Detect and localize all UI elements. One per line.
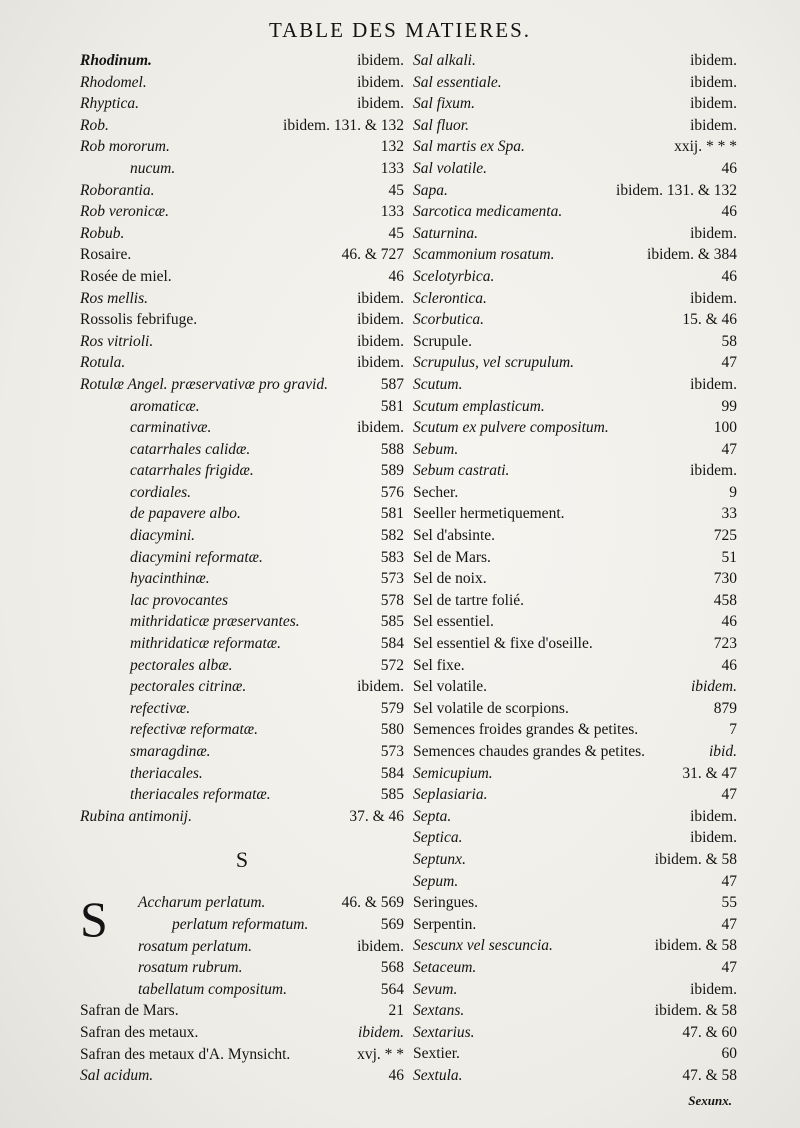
index-entry <box>80 784 404 806</box>
index-entry <box>80 806 404 828</box>
entry-term: Sarcotica medicamenta. <box>413 203 563 221</box>
entry-reference: 47 <box>721 958 737 976</box>
entry-term: Rob mororum. <box>80 138 170 156</box>
index-entry <box>413 741 737 763</box>
entry-reference: ibidem. <box>690 678 737 696</box>
entry-reference: 45 <box>388 181 404 199</box>
entry-reference: ibidem. <box>357 95 404 113</box>
index-entry <box>413 611 737 633</box>
entry-reference: ibid. <box>709 743 737 760</box>
entry-term: Safran des metaux. <box>80 1023 199 1041</box>
index-entry <box>80 763 404 785</box>
entry-reference: ibidem. <box>690 95 737 113</box>
entry-reference: 60 <box>721 1045 737 1063</box>
entry-term: Sel de noix. <box>413 570 487 588</box>
entry-reference: 458 <box>713 591 737 609</box>
entry-reference: xvj. * * <box>357 1045 404 1063</box>
entry-reference: 730 <box>713 570 737 588</box>
entry-term: cordiales. <box>130 483 191 501</box>
entry-term: Sel de Mars. <box>413 548 491 566</box>
entry-term: diacymini reformatæ. <box>130 548 263 566</box>
index-entry <box>80 439 404 461</box>
entry-reference: 7 <box>729 721 737 739</box>
entry-reference: 580 <box>380 721 404 739</box>
entry-reference: 573 <box>380 743 404 760</box>
index-entry <box>80 1000 404 1022</box>
index-entry <box>80 892 404 914</box>
entry-reference: 581 <box>380 505 404 523</box>
entry-term: catarrhales frigidæ. <box>130 462 254 480</box>
index-entry <box>413 676 737 698</box>
entry-term: Roborantia. <box>80 181 155 199</box>
index-entry <box>413 784 737 806</box>
entry-term: hyacinthinæ. <box>130 570 210 588</box>
index-entry <box>80 460 404 482</box>
entry-term: Sal martis ex Spa. <box>413 138 525 156</box>
entry-term: Scutum emplasticum. <box>413 397 545 415</box>
entry-term: lac provocantes <box>130 591 228 609</box>
entry-reference: ibidem. & 384 <box>647 246 737 264</box>
entry-term: Rubina antimonij. <box>80 807 192 825</box>
index-entry <box>413 460 737 482</box>
entry-term: Seplasiaria. <box>413 786 488 804</box>
entry-term: Rob. <box>80 116 109 134</box>
entry-reference: 33 <box>721 505 737 523</box>
entry-reference: ibidem. <box>357 937 404 955</box>
entry-reference: ibidem. <box>357 311 404 329</box>
entry-term: Septunx. <box>413 850 466 868</box>
entry-term: pectorales citrinæ. <box>130 678 247 696</box>
index-entry <box>80 568 404 590</box>
entry-term: Accharum perlatum. <box>138 894 266 912</box>
index-entry <box>413 482 737 504</box>
entry-term: Rob veronicæ. <box>80 203 169 221</box>
entry-reference: 572 <box>380 656 404 674</box>
entry-reference: 578 <box>380 591 404 609</box>
index-entry <box>413 979 737 1001</box>
index-entry <box>413 72 737 94</box>
entry-term: Seeller hermetiquement. <box>413 505 565 523</box>
page-header: TABLE DES MATIERES. <box>268 18 532 42</box>
entry-term: Sal essentiale. <box>413 73 502 91</box>
index-entry <box>80 223 404 245</box>
entry-term: Scelotyrbica. <box>413 267 495 285</box>
entry-reference: 585 <box>380 786 404 804</box>
index-entry <box>80 633 404 655</box>
index-entry <box>413 719 737 741</box>
entry-term: Scutum ex pulvere compositum. <box>413 419 609 437</box>
index-entry <box>80 331 404 353</box>
entry-reference: ibidem. <box>690 807 737 825</box>
entry-reference: 46. & 727 <box>341 246 404 264</box>
index-entry <box>80 244 404 266</box>
entry-reference: 584 <box>380 764 404 782</box>
entry-term: Secher. <box>413 483 459 501</box>
entry-reference: xxij. * * * <box>674 138 737 156</box>
entry-term: Sel volatile. <box>413 678 488 696</box>
entry-term: nucum. <box>130 159 176 177</box>
index-entry <box>80 1065 404 1087</box>
entry-reference: ibidem. <box>357 332 404 350</box>
index-entry <box>413 806 737 828</box>
index-entry <box>413 201 737 223</box>
index-entry <box>80 288 404 310</box>
entry-reference: ibidem. <box>690 224 737 242</box>
entry-term: Rotulæ Angel. præservativæ pro gravid. <box>80 375 328 393</box>
index-entry <box>80 655 404 677</box>
entry-term: Rotula. <box>80 354 126 372</box>
index-entry <box>413 1043 737 1065</box>
entry-reference: 46 <box>388 267 404 285</box>
index-entry <box>80 979 404 1001</box>
entry-term: Sal fixum. <box>413 95 475 113</box>
entry-term: Rossolis febrifuge. <box>80 311 198 329</box>
entry-reference: 564 <box>380 980 404 998</box>
entry-term: tabellatum compositum. <box>138 980 287 998</box>
entry-reference: 100 <box>713 419 737 437</box>
index-entry <box>413 136 737 158</box>
entry-reference: 55 <box>721 894 737 912</box>
entry-term: Sepum. <box>413 872 459 890</box>
index-entry <box>413 288 737 310</box>
entry-term: Semences froides grandes & petites. <box>413 721 639 739</box>
entry-reference: 47 <box>721 786 737 804</box>
entry-term: Sebum castrati. <box>413 462 510 480</box>
entry-reference: 47 <box>721 872 737 890</box>
index-entry <box>80 93 404 115</box>
entry-term: Scammonium rosatum. <box>413 246 555 264</box>
entry-reference: 15. & 46 <box>682 311 737 329</box>
entry-reference: 879 <box>713 699 737 717</box>
index-entry <box>413 50 737 72</box>
entry-term: carminativæ. <box>130 419 212 437</box>
index-entry <box>413 590 737 612</box>
entry-reference: 46. & 569 <box>341 894 404 912</box>
entry-term: Rhodomel. <box>80 73 147 91</box>
entry-reference: ibidem. <box>690 375 737 393</box>
entry-reference: ibidem. & 58 <box>654 937 737 955</box>
entry-term: Sapa. <box>413 181 448 199</box>
entry-term: Sal volatile. <box>413 159 488 177</box>
entry-term: theriacales reformatæ. <box>130 786 271 804</box>
entry-reference: 46 <box>388 1067 404 1085</box>
index-entry <box>80 201 404 223</box>
entry-term: Sextier. <box>413 1045 460 1063</box>
entry-term: Sebum. <box>413 440 459 458</box>
index-entry <box>80 266 404 288</box>
index-entry <box>80 180 404 202</box>
entry-reference: 47 <box>721 915 737 933</box>
entry-term: diacymini. <box>130 527 195 545</box>
entry-term: Ros mellis. <box>80 289 149 307</box>
entry-term: Sescunx vel sescuncia. <box>413 937 553 955</box>
entry-reference: 569 <box>380 915 404 933</box>
entry-term: Scrupule. <box>413 332 472 350</box>
entry-term: Rhodinum. <box>80 52 152 69</box>
index-entry <box>80 374 404 396</box>
index-entry <box>80 525 404 547</box>
index-entry <box>413 633 737 655</box>
entry-term: catarrhales calidæ. <box>130 440 251 458</box>
entry-reference: 579 <box>380 699 404 717</box>
index-entry <box>80 115 404 137</box>
entry-term: Sal acidum. <box>80 1067 154 1085</box>
entry-reference: 9 <box>729 483 737 501</box>
entry-term: Scutum. <box>413 375 463 393</box>
index-entry <box>80 936 404 958</box>
entry-term: aromaticæ. <box>130 397 200 415</box>
entry-term: Safran des metaux d'A. Mynsicht. <box>80 1045 291 1063</box>
entry-reference: ibidem. 131. & 132 <box>616 181 737 199</box>
entry-term: Rosaire. <box>80 246 132 264</box>
index-entry <box>80 396 404 418</box>
entry-reference: 589 <box>380 462 404 480</box>
index-entry <box>413 849 737 871</box>
entry-term: Sextarius. <box>413 1023 475 1041</box>
entry-reference: 47 <box>721 354 737 372</box>
index-entry <box>413 1065 737 1087</box>
entry-term: Scrupulus, vel scrupulum. <box>413 354 575 372</box>
entry-reference: 51 <box>721 548 737 566</box>
entry-reference: ibidem. <box>690 52 737 69</box>
left-column <box>80 50 404 1087</box>
entry-reference: ibidem. <box>357 354 404 372</box>
entry-term: perlatum reformatum. <box>172 915 309 933</box>
entry-term: Robub. <box>80 224 125 242</box>
entry-reference: 46 <box>721 267 737 285</box>
index-entry <box>413 763 737 785</box>
entry-reference: 46 <box>721 613 737 631</box>
entry-reference: ibidem. & 58 <box>654 1002 737 1020</box>
index-entry <box>413 417 737 439</box>
index-entry <box>80 547 404 569</box>
index-entry <box>80 1044 404 1066</box>
catchword: Sexunx. <box>688 1093 732 1108</box>
index-entry <box>413 547 737 569</box>
entry-term: Sal alkali. <box>413 52 476 69</box>
entry-reference: 46 <box>721 656 737 674</box>
index-entry <box>413 180 737 202</box>
entry-reference: ibidem. <box>690 289 737 307</box>
index-entry <box>413 525 737 547</box>
entry-reference: 47 <box>721 440 737 458</box>
entry-term: refectivæ reformatæ. <box>130 721 258 739</box>
index-entry <box>413 1022 737 1044</box>
entry-reference: ibidem. <box>690 980 737 998</box>
entry-term: Sel de tartre folié. <box>413 591 525 609</box>
index-entry <box>413 309 737 331</box>
entry-reference: ibidem. <box>690 73 737 91</box>
entry-reference: 576 <box>380 483 404 501</box>
entry-reference: 45 <box>388 224 404 242</box>
index-entry <box>413 568 737 590</box>
entry-reference: 58 <box>721 332 737 350</box>
index-entry <box>413 935 737 957</box>
entry-reference: ibidem. <box>357 419 404 437</box>
index-entry <box>413 957 737 979</box>
entry-reference: 21 <box>388 1002 404 1020</box>
index-entry <box>413 93 737 115</box>
entry-term: Setaceum. <box>413 958 477 976</box>
entry-term: Serpentin. <box>413 915 477 933</box>
index-entry <box>80 72 404 94</box>
entry-term: refectivæ. <box>130 699 191 717</box>
index-entry <box>413 115 737 137</box>
index-entry <box>413 266 737 288</box>
entry-reference: 723 <box>713 635 737 653</box>
entry-reference: 725 <box>713 527 737 545</box>
index-entry <box>80 158 404 180</box>
index-entry <box>80 719 404 741</box>
entry-term: Semicupium. <box>413 764 493 782</box>
entry-reference: 568 <box>380 959 404 977</box>
entry-term: Sclerontica. <box>413 289 487 307</box>
index-entry <box>80 136 404 158</box>
entry-reference: 47. & 58 <box>682 1066 737 1084</box>
entry-reference: 46 <box>721 203 737 221</box>
drop-cap: S <box>80 891 108 948</box>
entry-term: Sevum. <box>413 980 458 998</box>
entry-reference: 581 <box>380 397 404 415</box>
entry-term: Sextula. <box>413 1066 463 1084</box>
index-entry <box>80 417 404 439</box>
index-entry <box>413 698 737 720</box>
index-entry <box>413 1000 737 1022</box>
index-entry <box>413 158 737 180</box>
index-entry <box>80 590 404 612</box>
entry-term: mithridaticæ reformatæ. <box>130 635 281 653</box>
index-entry <box>80 352 404 374</box>
entry-term: Safran de Mars. <box>80 1002 179 1020</box>
entry-term: Saturnina. <box>413 224 479 242</box>
index-entry <box>80 503 404 525</box>
entry-reference: 582 <box>380 527 404 545</box>
entry-reference: 47. & 60 <box>682 1023 737 1041</box>
index-entry <box>80 611 404 633</box>
entry-reference: ibidem. <box>690 462 737 480</box>
entry-reference: 573 <box>380 570 404 588</box>
entry-term: Sel essentiel & fixe d'oseille. <box>413 635 593 653</box>
entry-reference: ibidem. <box>357 73 404 91</box>
entry-reference: 587 <box>380 375 404 393</box>
entry-term: theriacales. <box>130 764 203 782</box>
entry-reference: ibidem. & 58 <box>654 850 737 868</box>
entry-reference: ibidem. 131. & 132 <box>283 116 404 134</box>
entry-reference: 588 <box>380 440 404 458</box>
entry-term: Sextans. <box>413 1002 465 1020</box>
entry-reference: ibidem. <box>690 829 737 847</box>
right-column <box>413 50 737 1087</box>
entry-term: rosatum rubrum. <box>138 959 243 977</box>
index-entry <box>80 482 404 504</box>
entry-term: Sel volatile de scorpions. <box>413 699 569 717</box>
entry-term: Sel d'absinte. <box>413 527 496 545</box>
entry-reference: 133 <box>380 203 404 221</box>
entry-term: smaragdinæ. <box>130 743 211 760</box>
entry-reference: 99 <box>721 397 737 415</box>
index-entry <box>413 352 737 374</box>
index-entry <box>413 396 737 418</box>
index-entry <box>413 827 737 849</box>
index-entry <box>80 50 404 72</box>
index-entry <box>413 914 737 936</box>
entry-reference: 132 <box>380 138 404 156</box>
index-entry <box>413 439 737 461</box>
entry-term: rosatum perlatum. <box>138 937 252 955</box>
entry-term: de papavere albo. <box>130 505 241 523</box>
index-entry <box>80 957 404 979</box>
entry-reference: 31. & 47 <box>682 764 737 782</box>
entry-reference: 583 <box>380 548 404 566</box>
index-entry <box>80 741 404 763</box>
entry-reference: ibidem. <box>357 678 404 696</box>
index-entry <box>413 331 737 353</box>
entry-reference: 584 <box>380 635 404 653</box>
entry-reference: ibidem. <box>690 116 737 134</box>
entry-reference: ibidem. <box>357 52 404 69</box>
entry-reference: 46 <box>721 159 737 177</box>
index-entry <box>413 892 737 914</box>
index-entry <box>80 698 404 720</box>
entry-reference: ibidem. <box>357 1023 404 1041</box>
entry-term: Ros vitrioli. <box>80 332 154 350</box>
index-entry <box>413 374 737 396</box>
entry-term: Sal fluor. <box>413 116 469 134</box>
entry-reference: ibidem. <box>357 289 404 307</box>
entry-term: Septa. <box>413 807 452 825</box>
entry-term: Rosée de miel. <box>80 267 172 285</box>
entry-term: Sel essentiel. <box>413 613 494 631</box>
index-entry <box>413 244 737 266</box>
entry-term: Sel fixe. <box>413 656 465 674</box>
index-entry <box>413 655 737 677</box>
section-heading-s: S <box>235 847 249 873</box>
index-entry <box>413 503 737 525</box>
entry-term: Rhyptica. <box>80 95 139 113</box>
entry-term: Scorbutica. <box>413 311 485 329</box>
entry-term: mithridaticæ præservantes. <box>130 613 300 631</box>
entry-reference: 585 <box>380 613 404 631</box>
entry-term: Septica. <box>413 829 463 847</box>
entry-term: Seringues. <box>413 894 479 912</box>
entry-reference: 37. & 46 <box>349 807 404 825</box>
index-entry <box>80 309 404 331</box>
entry-reference: 133 <box>380 159 404 177</box>
index-entry <box>80 676 404 698</box>
entry-term: Semences chaudes grandes & petites. <box>413 743 645 760</box>
index-entry <box>80 1022 404 1044</box>
index-entry <box>80 914 404 936</box>
entry-term: pectorales albæ. <box>130 656 233 674</box>
index-entry <box>413 223 737 245</box>
index-entry <box>413 871 737 893</box>
